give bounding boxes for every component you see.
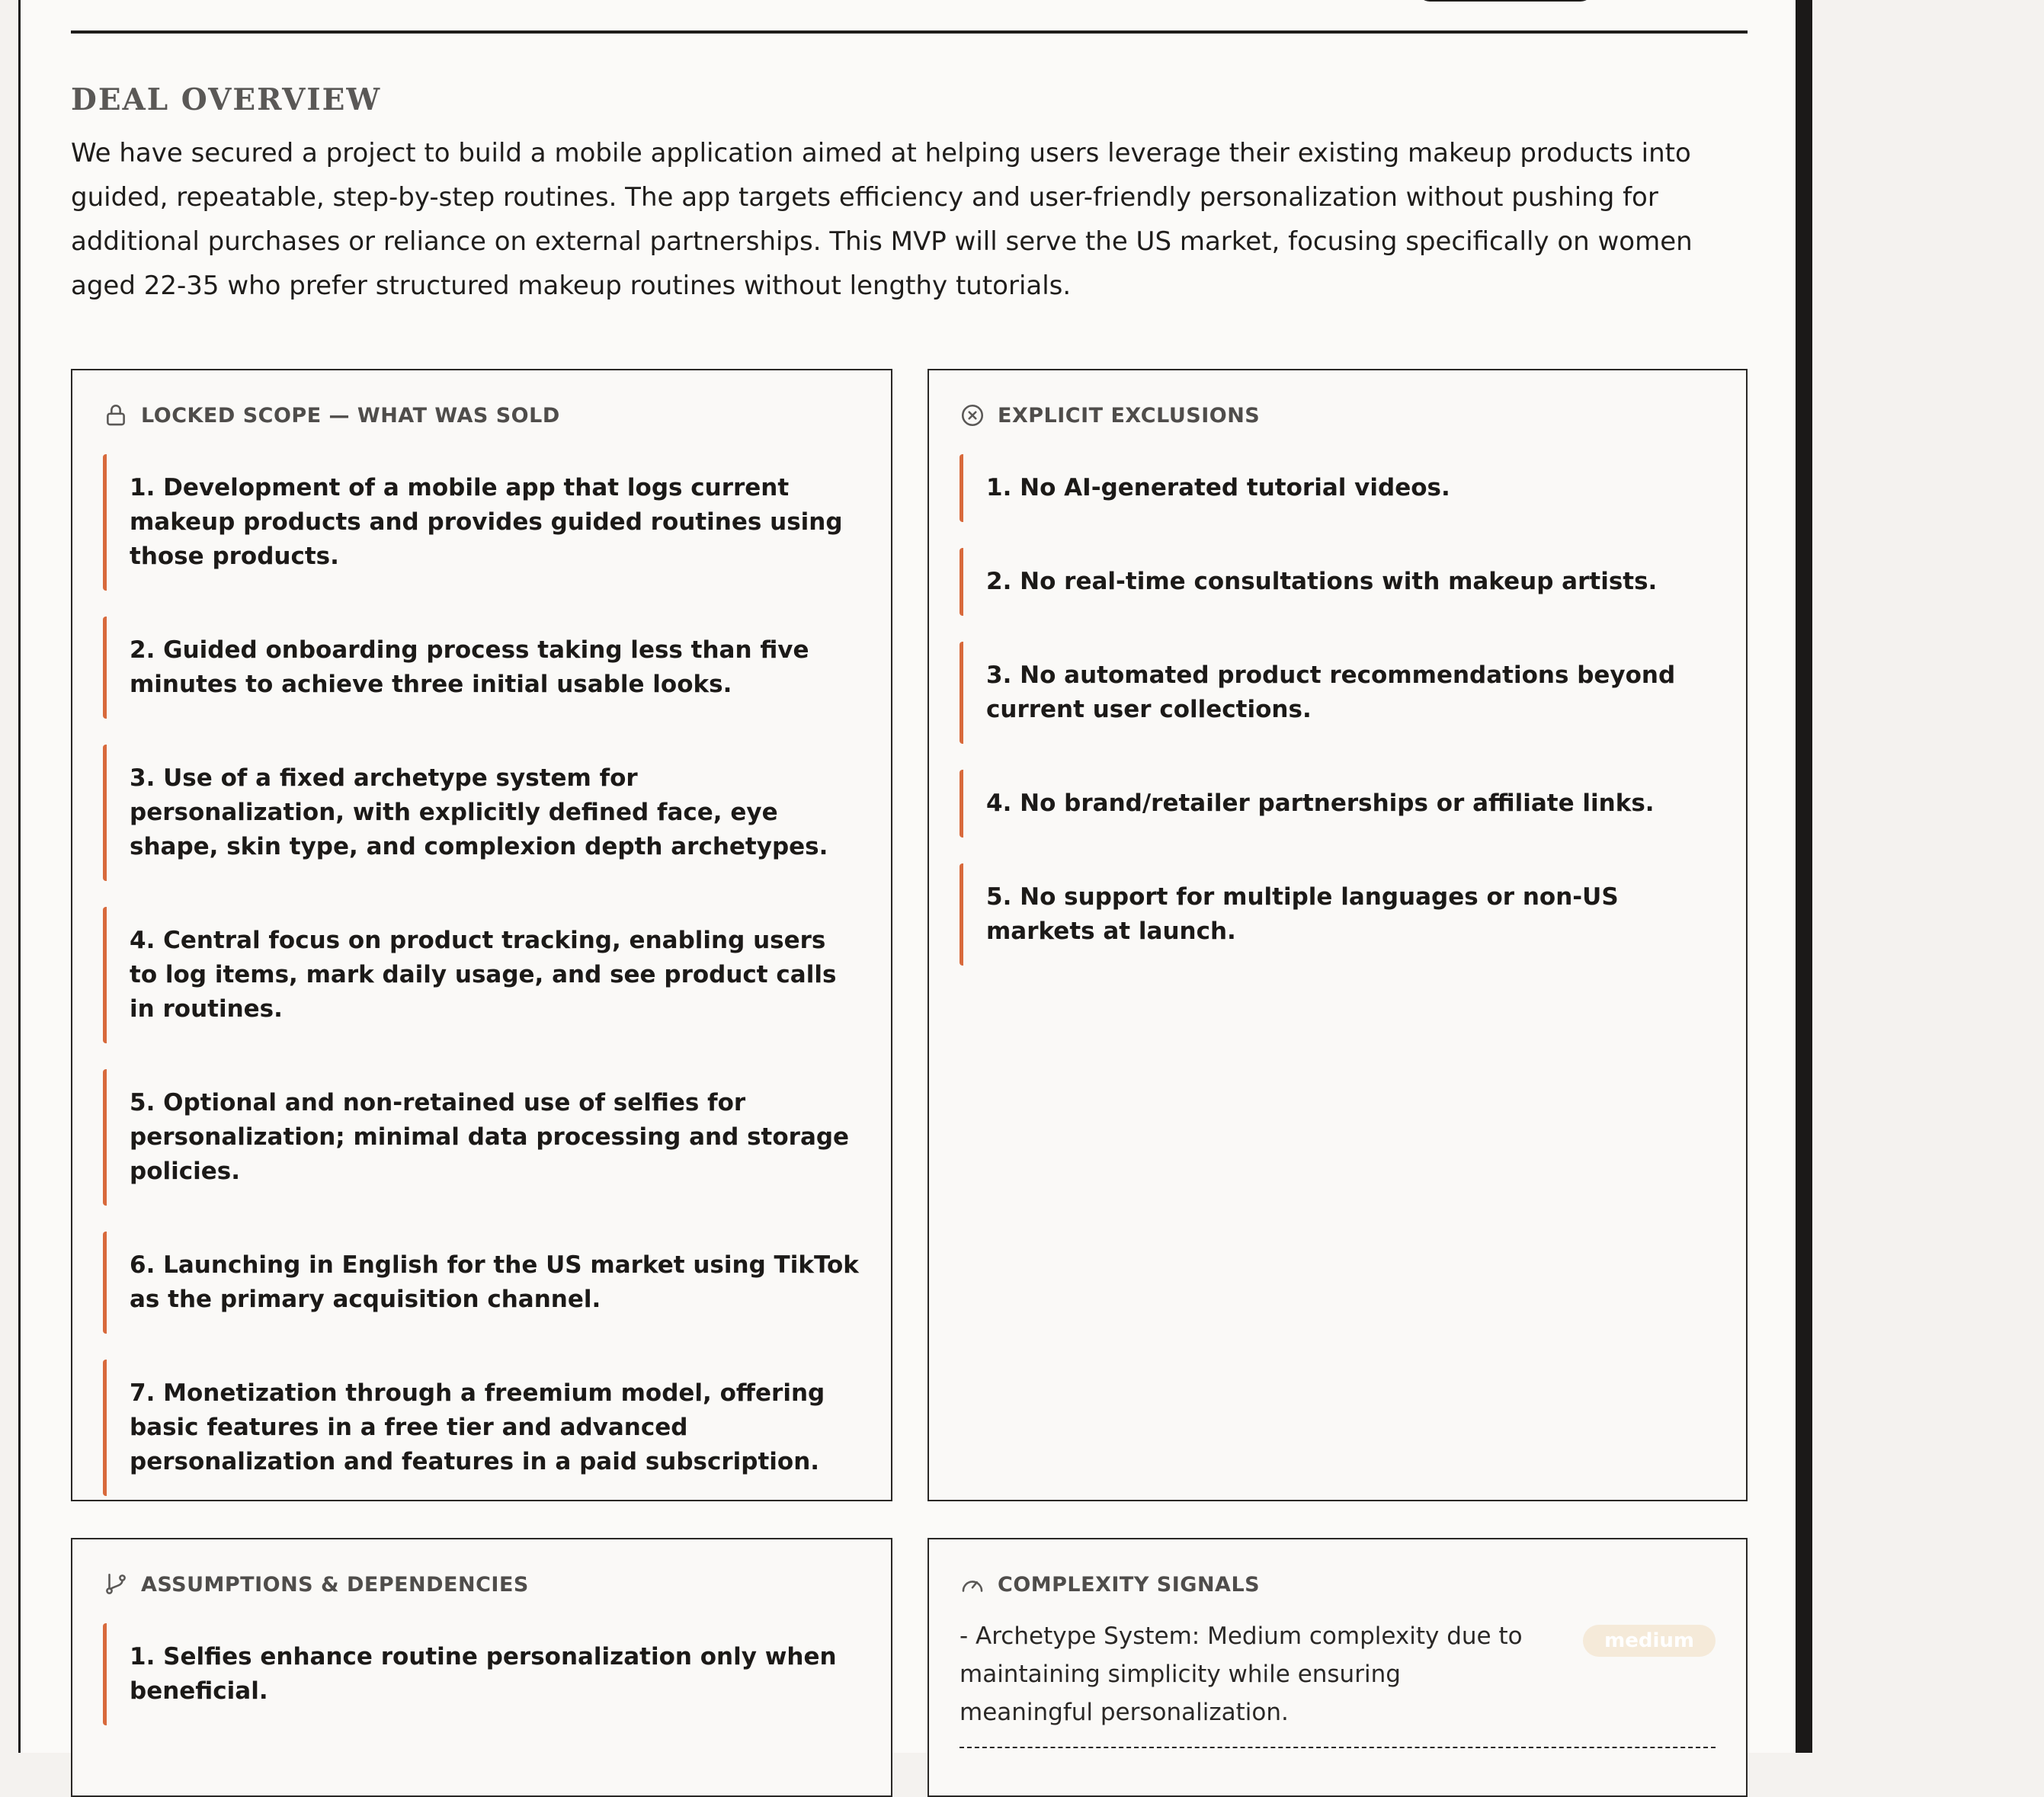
list-item: 3. No automated product recommendations beyond current user collections. bbox=[960, 642, 1716, 744]
complexity-signal-row bbox=[960, 1617, 1716, 1770]
lock-icon bbox=[103, 402, 129, 428]
list-item: 5. No support for multiple languages or non-US markets at launch. bbox=[960, 863, 1716, 966]
x-circle-icon bbox=[960, 402, 985, 428]
header-divider bbox=[71, 30, 1748, 34]
assumptions-card bbox=[71, 1538, 892, 1797]
signal-divider bbox=[960, 1747, 1716, 1748]
complexity-title: COMPLEXITY SIGNALS bbox=[998, 1572, 1261, 1597]
complexity-card bbox=[927, 1538, 1748, 1797]
assumptions-header bbox=[103, 1571, 529, 1597]
exclusions-card bbox=[927, 369, 1748, 1501]
list-item: 4. Central focus on product tracking, enabling users to log items, mark daily usage, and see product calls in routines. bbox=[103, 907, 860, 1043]
list-item: 1. No AI-generated tutorial videos. bbox=[960, 454, 1716, 522]
exclusions-list bbox=[960, 454, 1716, 991]
list-item: 2. No real-time consultations with makeup artists. bbox=[960, 548, 1716, 616]
locked-scope-header bbox=[103, 402, 560, 428]
list-item: 1. Development of a mobile app that logs current makeup products and provides guided routines using those products. bbox=[103, 454, 860, 591]
list-item: 5. Optional and non-retained use of selfies for personalization; minimal data processing and storage policies. bbox=[103, 1069, 860, 1206]
git-branch-icon bbox=[103, 1571, 129, 1597]
locked-scope-card bbox=[71, 369, 892, 1501]
list-item: 6. Launching in English for the US market using TikTok as the primary acquisition channel. bbox=[103, 1232, 860, 1334]
assumptions-title: ASSUMPTIONS & DEPENDENCIES bbox=[141, 1572, 529, 1597]
assumptions-list bbox=[103, 1623, 860, 1751]
gauge-icon bbox=[960, 1571, 985, 1597]
locked-scope-list bbox=[103, 454, 860, 1522]
exclusions-header bbox=[960, 402, 1260, 428]
locked-scope-title: LOCKED SCOPE — WHAT WAS SOLD bbox=[141, 403, 560, 428]
complexity-level-badge: medium bbox=[1583, 1625, 1716, 1657]
list-item: 2. Guided onboarding process taking less than five minutes to achieve three initial usable looks. bbox=[103, 617, 860, 719]
exclusions-title: EXPLICIT EXCLUSIONS bbox=[998, 403, 1261, 428]
deal-overview-text: We have secured a project to build a mobile application aimed at helping users leverage their existing makeup products into guided, repeatable, step-by-step routines. The app targets efficiency and user-friendly personalization without pushing for additional purchases or reliance on external partnerships. This MVP will serve the US market, focusing specifically on women aged 22-35 who prefer structured makeup routines without lengthy tutorials. bbox=[71, 138, 1693, 301]
list-item: 7. Monetization through a freemium model, offering basic features in a free tier and advanced personalization and features in a paid subscription. bbox=[103, 1360, 860, 1496]
page-scrollbar[interactable] bbox=[1796, 0, 1812, 1753]
top-button-partial[interactable] bbox=[1418, 0, 1593, 2]
complexity-signal-text: - Archetype System: Medium complexity due to maintaining simplicity while ensuring meaningful personalization. bbox=[960, 1622, 1523, 1726]
complexity-header bbox=[960, 1571, 1260, 1597]
list-item: 3. Use of a fixed archetype system for personalization, with explicitly defined face, eye shape, skin type, and complexion depth archetypes. bbox=[103, 745, 860, 881]
list-item: 4. No brand/retailer partnerships or affiliate links. bbox=[960, 770, 1716, 838]
deal-overview-title: DEAL OVERVIEW bbox=[71, 82, 382, 117]
list-item: 1. Selfies enhance routine personalization only when beneficial. bbox=[103, 1623, 860, 1725]
